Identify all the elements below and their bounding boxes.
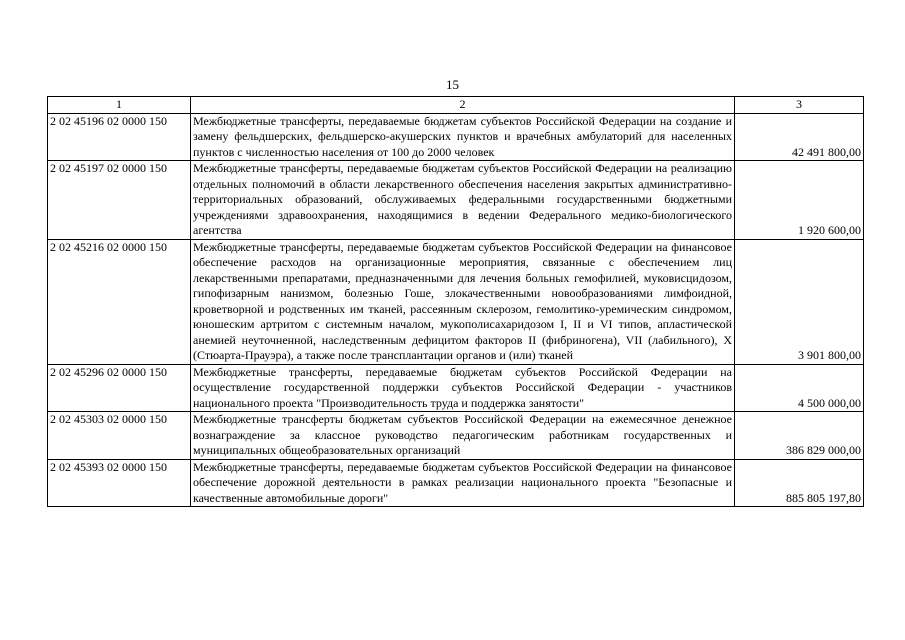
transfer-amount: 42 491 800,00: [735, 113, 864, 161]
page-number: 15: [446, 77, 459, 92]
budget-code: 2 02 45303 02 0000 150: [48, 412, 191, 460]
budget-code: 2 02 45296 02 0000 150: [48, 364, 191, 412]
transfer-amount: 3 901 800,00: [735, 239, 864, 364]
transfer-amount: 4 500 000,00: [735, 364, 864, 412]
table-row: [48, 239, 864, 364]
table-row: [48, 161, 864, 240]
transfer-description: Межбюджетные трансферты, передаваемые бюджетам субъектов Российской Федерации на создание и замену фельдшерских, фельдшерско-акушерских пунктов и врачебных амбулаторий для населенных пунктов с численностью населения от 100 до 2000 человек: [191, 113, 735, 161]
budget-table: [47, 96, 864, 507]
budget-code: 2 02 45197 02 0000 150: [48, 161, 191, 240]
table-row: [48, 412, 864, 460]
budget-code: 2 02 45393 02 0000 150: [48, 459, 191, 507]
transfer-description: Межбюджетные трансферты бюджетам субъектов Российской Федерации на ежемесячное денежное вознаграждение за классное руководство педагогическим работникам государственных и муниципальных общеобразовательных организаций: [191, 412, 735, 460]
transfer-amount: 1 920 600,00: [735, 161, 864, 240]
transfer-description: Межбюджетные трансферты, передаваемые бюджетам субъектов Российской Федерации на реализацию отдельных полномочий в области лекарственного обеспечения населения закрытых административно-территориальных образований, обслуживаемых федеральными государственными бюджетными учреждениями здравоохранения, находящимися в ведении Федерального медико-биологического агентства: [191, 161, 735, 240]
table-row: [48, 459, 864, 507]
budget-code: 2 02 45216 02 0000 150: [48, 239, 191, 364]
transfer-amount: 885 805 197,80: [735, 459, 864, 507]
column-header-description: 2: [191, 97, 735, 114]
column-header-code: 1: [48, 97, 191, 114]
transfer-amount: 386 829 000,00: [735, 412, 864, 460]
column-header-amount: 3: [735, 97, 864, 114]
transfer-description: Межбюджетные трансферты, передаваемые бюджетам субъектов Российской Федерации на осуществление государственной поддержки субъектов Российской Федерации - участников национального проекта "Производительность труда и поддержка занятости": [191, 364, 735, 412]
budget-code: 2 02 45196 02 0000 150: [48, 113, 191, 161]
table-row: [48, 113, 864, 161]
transfer-description: Межбюджетные трансферты, передаваемые бюджетам субъектов Российской Федерации на финансовое обеспечение дорожной деятельности в рамках реализации национального проекта "Безопасные и качественные автомобильные дороги": [191, 459, 735, 507]
table-row: [48, 364, 864, 412]
transfer-description: Межбюджетные трансферты, передаваемые бюджетам субъектов Российской Федерации на финансовое обеспечение расходов на организационные мероприятия, связанные с обеспечением лиц лекарственными препаратами, предназначенными для лечения больных гемофилией, муковисцидозом, гипофизарным нанизмом, болезнью Гоше, злокачественными новообразованиями лимфоидной, кроветворной и родственных им тканей, рассеянным склерозом, гемолитико-уремическим синдромом, юношеским артритом с системным началом, мукополисахаридозом I, II и VI типов, апластической анемией неуточненной, наследственным дефицитом факторов II (фибриногена), VII (лабильного), X (Стюарта-Прауэра), а также после трансплантации органов и (или) тканей: [191, 239, 735, 364]
table-header-row: [48, 97, 864, 114]
